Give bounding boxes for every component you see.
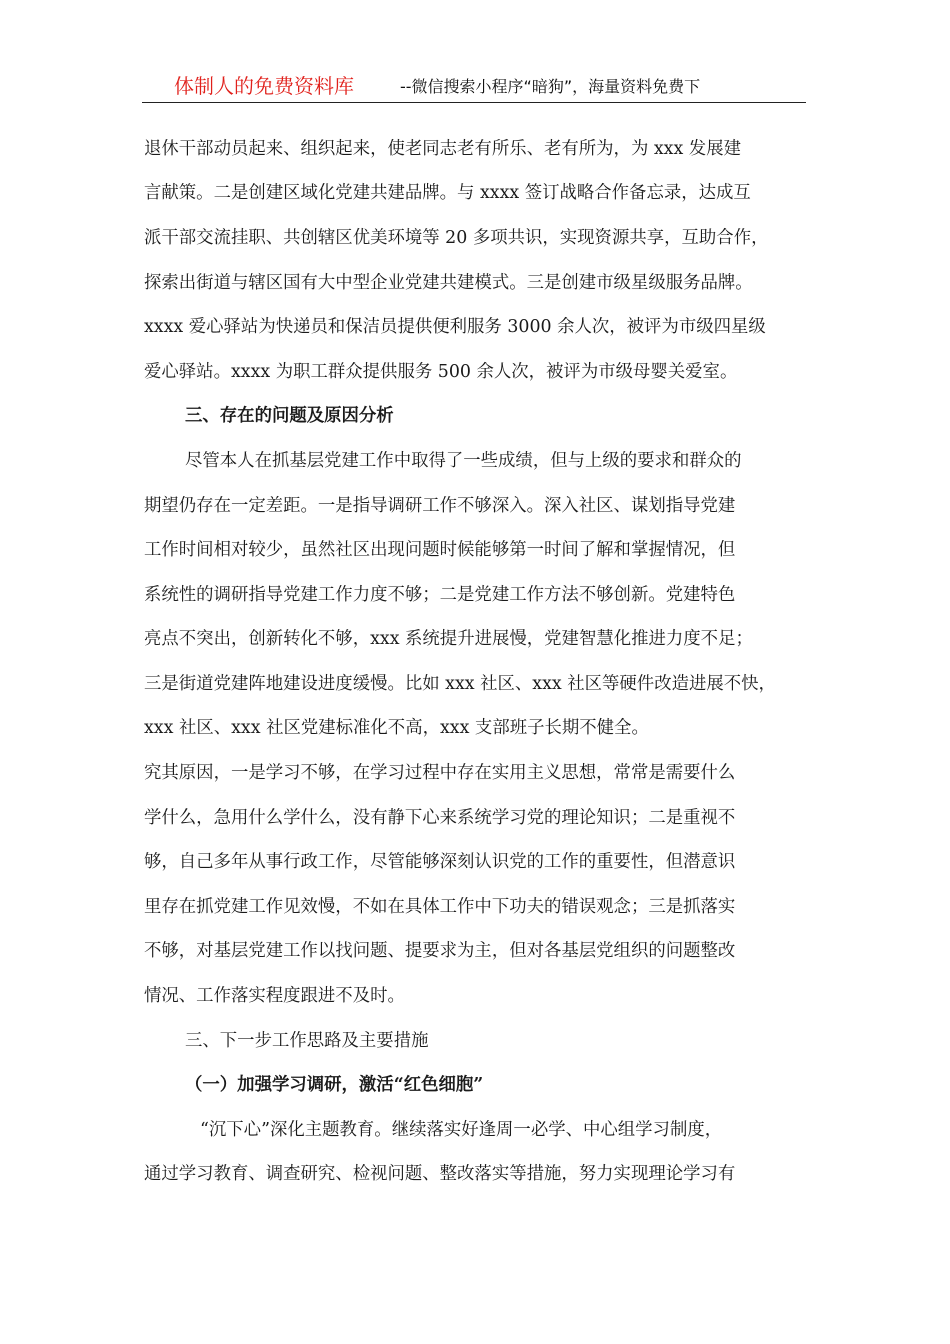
paragraph-line: 情况、工作落实程度跟进不及时。 (144, 986, 405, 1006)
paragraph-line: 三是街道党建阵地建设进度缓慢。比如 xxx 社区、xxx 社区等硬件改造进展不快， (144, 674, 776, 694)
paragraph-line: 学什么，急用什么学什么，没有静下心来系统学习党的理论知识；二是重视不 (144, 808, 736, 828)
paragraph-line: 够，自己多年从事行政工作，尽管能够深刻认识党的工作的重要性，但潜意识 (144, 852, 736, 872)
paragraph-line: xxx 社区、xxx 社区党建标准化不高，xxx 支部班子长期不健全。 (144, 718, 649, 738)
paragraph-line: 探索出街道与辖区国有大中型企业党建共建模式。三是创建市级星级服务品牌。 (144, 273, 753, 293)
section-heading: 三、存在的问题及原因分析 (185, 406, 394, 426)
paragraph-line: 工作时间相对较少，虽然社区出现问题时候能够第一时间了解和掌握情况，但 (144, 540, 736, 560)
paragraph-line: 究其原因，一是学习不够，在学习过程中存在实用主义思想，常常是需要什么 (144, 763, 736, 783)
paragraph-line: 言献策。二是创建区域化党建共建品牌。与 xxxx 签订战略合作备忘录，达成互 (144, 183, 751, 203)
paragraph-line: 系统性的调研指导党建工作力度不够；二是党建工作方法不够创新。党建特色 (144, 585, 736, 605)
paragraph-line: “沉下心”深化主题教育。继续落实好逢周一必学、中心组学习制度， (200, 1120, 723, 1140)
header-tagline: --微信搜索小程序“暗狗”，海量资料免费下 (400, 77, 701, 96)
paragraph-line: xxxx 爱心驿站为快递员和保洁员提供便利服务 3000 余人次，被评为市级四星级 (144, 317, 766, 337)
paragraph-line: 通过学习教育、调查研究、检视问题、整改落实等措施，努力实现理论学习有 (144, 1164, 736, 1184)
header-brand: 体制人的免费资料库 (174, 74, 354, 98)
paragraph-line: 派干部交流挂职、共创辖区优美环境等 20 多项共识，实现资源共享，互助合作， (144, 228, 769, 248)
section-heading: 三、下一步工作思路及主要措施 (185, 1031, 429, 1051)
paragraph-line: 不够，对基层党建工作以找问题、提要求为主，但对各基层党组织的问题整改 (144, 941, 736, 961)
paragraph-line: 爱心驿站。xxxx 为职工群众提供服务 500 余人次，被评为市级母婴关爱室。 (144, 362, 738, 382)
paragraph-line: 期望仍存在一定差距。一是指导调研工作不够深入。深入社区、谋划指导党建 (144, 496, 736, 516)
watermark-header (142, 70, 806, 103)
paragraph-line: 尽管本人在抓基层党建工作中取得了一些成绩，但与上级的要求和群众的 (185, 451, 742, 471)
paragraph-line: 里存在抓党建工作见效慢，不如在具体工作中下功夫的错误观念；三是抓落实 (144, 897, 736, 917)
paragraph-line: 退休干部动员起来、组织起来，使老同志老有所乐、老有所为，为 xxx 发展建 (144, 139, 741, 159)
paragraph-line: 亮点不突出，创新转化不够，xxx 系统提升进展慢，党建智慧化推进力度不足； (144, 629, 753, 649)
subsection-heading: （一）加强学习调研，激活“红色细胞” (185, 1075, 484, 1095)
